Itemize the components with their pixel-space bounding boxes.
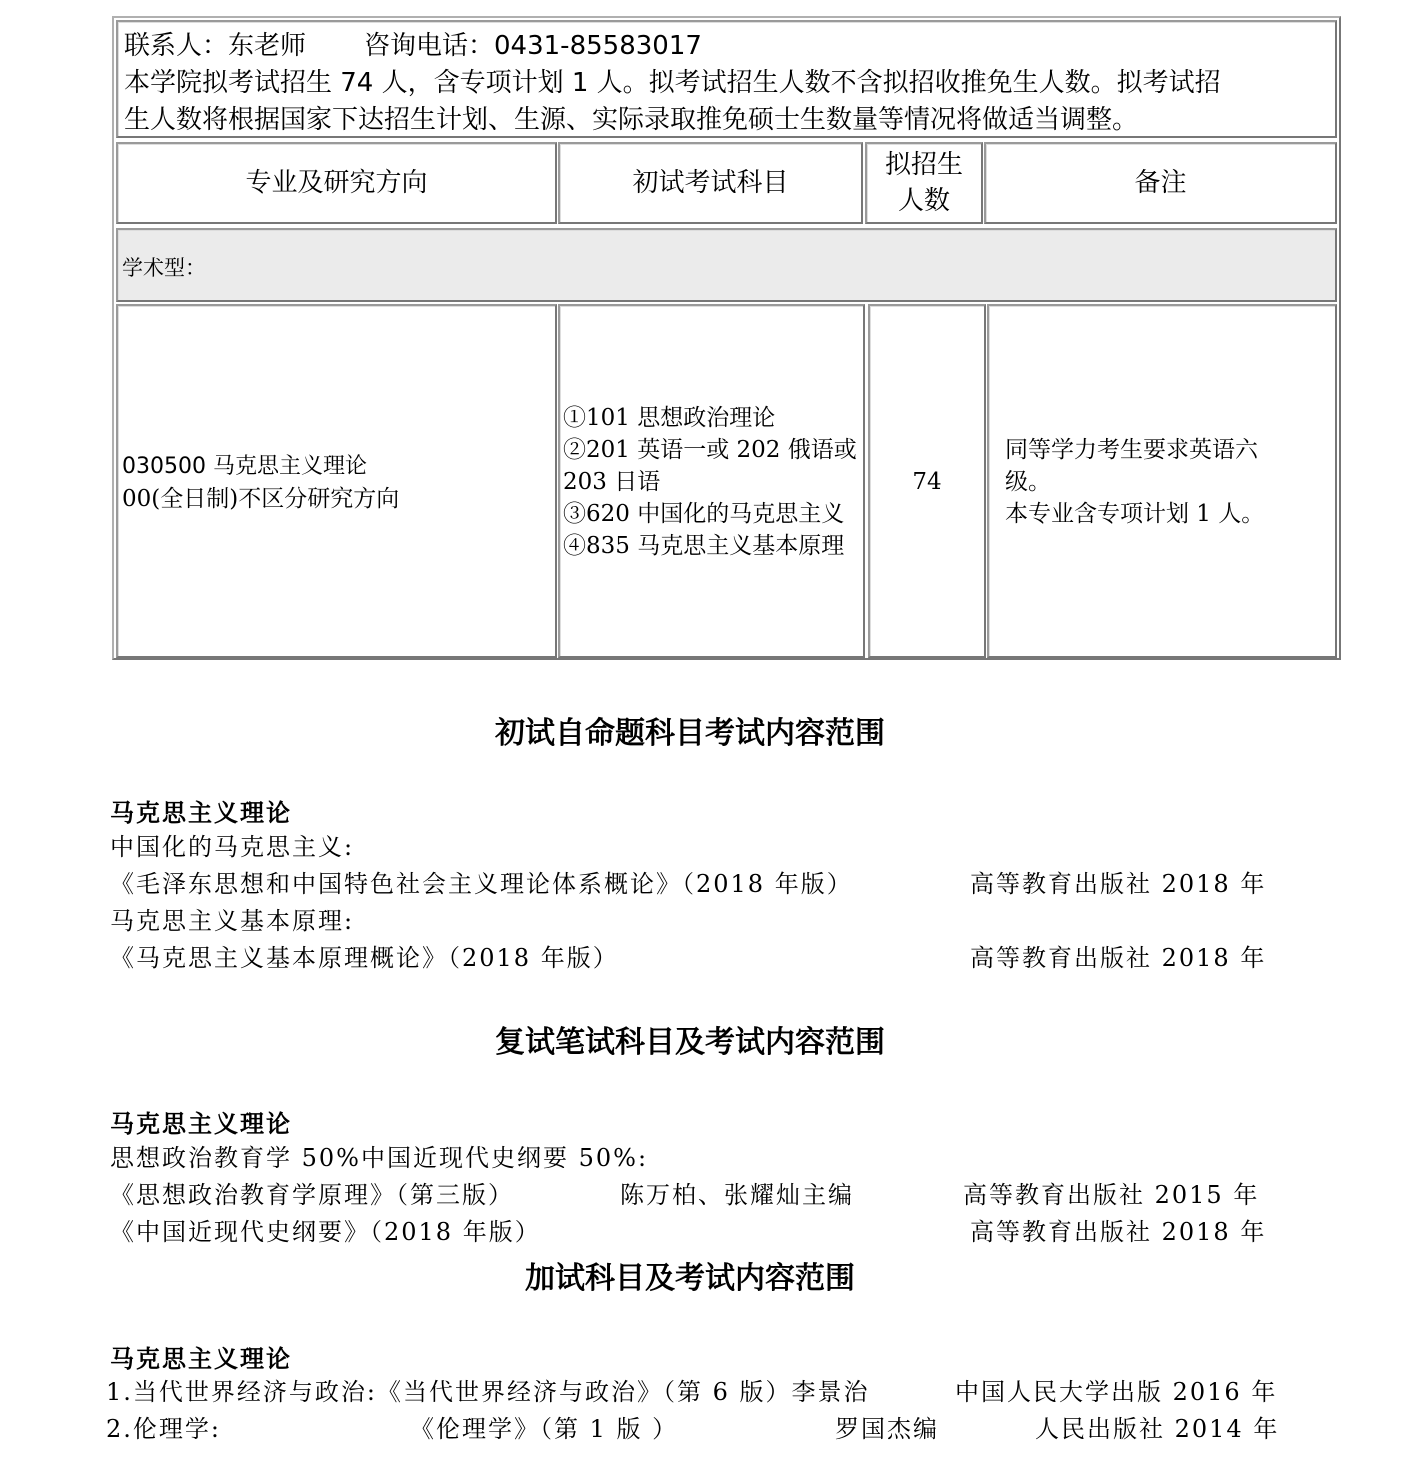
header-quota [865,142,983,224]
note-line: 同等学力考生要求英语六 [1005,437,1258,463]
section2-book2-publisher: 高等教育出版社 2018 年 [970,1218,1267,1246]
section2-book2-title: 《中国近现代史纲要》（2018 年版） [110,1218,541,1246]
section3-item2-book: 《伦理学》（第 1 版 ） [410,1415,679,1443]
section1-line: 中国化的马克思主义: [110,833,355,861]
section3-subject: 马克思主义理论 [110,1345,292,1373]
section2-book1-title: 《思想政治教育学原理》（第三版） [110,1181,514,1209]
section-academic: 学术型： [116,228,1337,302]
section2-title: 复试笔试科目及考试内容范围 [495,1025,885,1060]
header-quota-line2: 人数 [897,186,950,216]
section2-intro: 思想政治教育学 50%中国近现代史纲要 50%: [110,1144,649,1172]
section3-title: 加试科目及考试内容范围 [525,1261,855,1296]
exam-item: ①101 思想政治理论 [563,405,776,431]
section1-book-publisher: 高等教育出版社 2018 年 [970,944,1267,972]
contact-person: 联系人：东老师 [124,31,307,61]
section2-subject: 马克思主义理论 [110,1110,292,1138]
enrollment-note-line1: 本学院拟考试招生 74 人，含专项计划 1 人。拟考试招生人数不含拟招收推免生人数。拟考试招 [124,68,1221,98]
exam-item: ②201 英语一或 202 俄语或 [563,437,857,463]
section1-book-title: 《马克思主义基本原理概论》（2018 年版） [110,944,619,972]
section2-book1-editor: 陈万柏、张耀灿主编 [620,1181,854,1209]
exam-item: ④835 马克思主义基本原理 [563,533,845,559]
exam-item: ③620 中国化的马克思主义 [563,501,845,527]
major-cell [116,304,557,658]
contact-phone: 咨询电话：0431-85583017 [364,31,702,61]
section1-book-publisher: 高等教育出版社 2018 年 [970,870,1267,898]
header-major: 专业及研究方向 [116,142,557,224]
section1-book-title: 《毛泽东思想和中国特色社会主义理论体系概论》（2018 年版） [110,870,853,898]
header-notes: 备注 [984,142,1337,224]
major-name: 030500 马克思主义理论 [122,454,367,479]
section3-item2-publisher: 人民出版社 2014 年 [1035,1415,1280,1443]
section3-item2-label: 2.伦理学: [106,1415,221,1443]
exams-cell [558,304,865,658]
section1-line: 马克思主义基本原理: [110,907,355,935]
quota-cell: 74 [868,304,986,658]
enrollment-note-line2: 生人数将根据国家下达招生计划、生源、实际录取推免硕士生数量等情况将做适当调整。 [124,105,1139,135]
exam-item: 203 日语 [563,469,661,495]
section3-item2-editor: 罗国杰编 [835,1415,939,1443]
note-line: 级。 [1005,469,1051,495]
section1-title: 初试自命题科目考试内容范围 [495,716,885,751]
major-direction: 00(全日制)不区分研究方向 [122,486,400,512]
section3-item1: 1.当代世界经济与政治:《当代世界经济与政治》（第 6 版）李景治 [106,1378,870,1406]
section2-book1-publisher: 高等教育出版社 2015 年 [963,1181,1260,1209]
header-quota-line1: 拟招生 [884,150,963,180]
section3-item1-publisher: 中国人民大学出版 2016 年 [955,1378,1278,1406]
section1-subject: 马克思主义理论 [110,799,292,827]
notes-cell [987,304,1337,658]
contact-info [116,20,1337,138]
header-exams: 初试考试科目 [558,142,863,224]
note-line: 本专业含专项计划 1 人。 [1005,501,1265,527]
